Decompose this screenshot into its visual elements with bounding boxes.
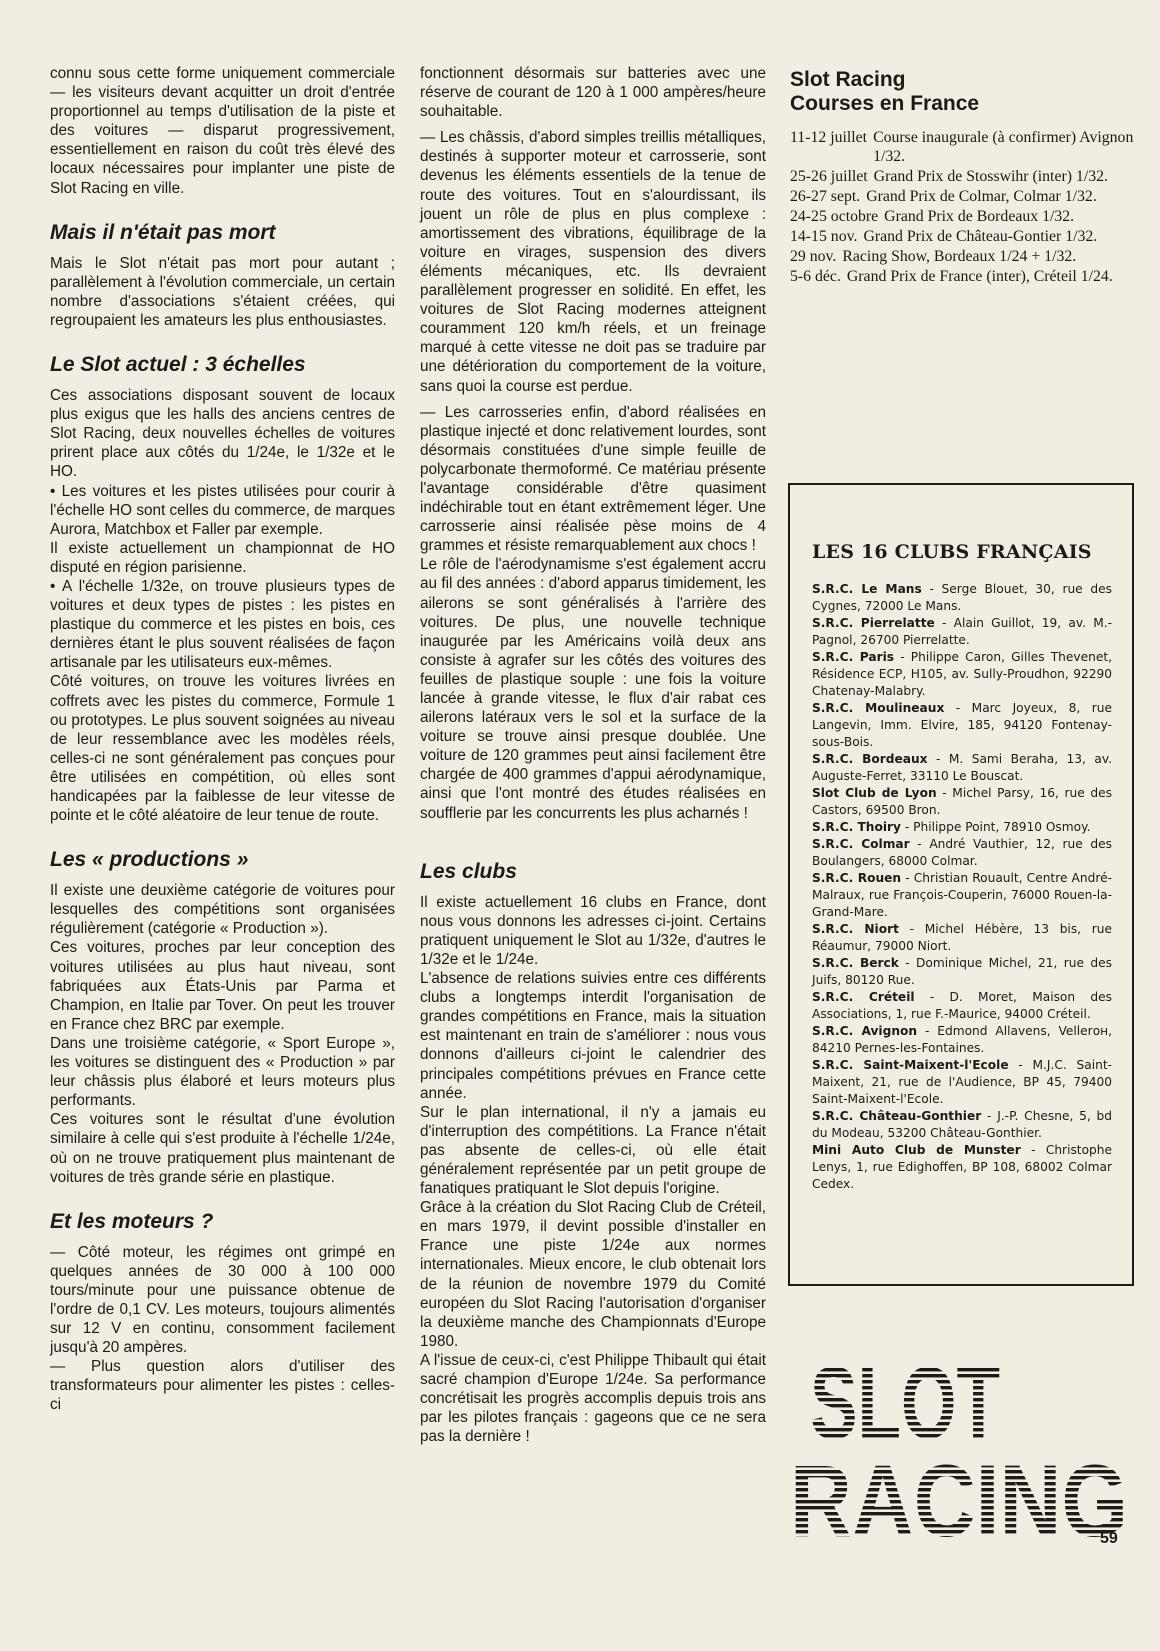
club-name: S.R.C. Berck (812, 956, 899, 970)
club-name: S.R.C. Pierrelatte (812, 616, 935, 630)
club-entry (812, 819, 1112, 836)
article-column-2 (420, 64, 766, 1446)
event-text: Grand Prix de France (inter), Créteil 1/24. (846, 268, 1113, 285)
event-date: 24-25 octobre (790, 208, 879, 225)
calendar-title-line1: Slot Racing (790, 68, 906, 91)
section-heading: Les clubs (420, 859, 517, 883)
logo-line-2: RACING (790, 1444, 1128, 1540)
club-entry (812, 751, 1112, 785)
clubs-title: LES 16 CLUBS FRANÇAIS (812, 541, 1092, 563)
club-address: - Michel Parsy, 16, rue des Castors, 69500 Bron. (812, 786, 1112, 817)
club-name: S.R.C. Rouen (812, 871, 902, 885)
club-address: - Philippe Caron, Gilles Thevenet, Résidence ECP, H105, av. Sully-Proudhon, 92290 Chatenay-Malabry. (812, 650, 1112, 698)
calendar-event (790, 207, 1135, 226)
club-address: - André Vauthier, 12, rue des Boulangers, 68000 Colmar. (812, 837, 1112, 868)
club-name: S.R.C. Colmar (812, 837, 910, 851)
club-address: - Dominique Michel, 21, rue des Juifs, 80120 Rue. (812, 956, 1112, 987)
paragraph: Il existe actuellement 16 clubs en France, dont nous vous donnons les adresses ci-joint. Certains pratiquent uniquement le Slot au 1/32e, d'autres le 1/32e et le 1/24e. (420, 893, 766, 968)
section-heading: Mais il n'était pas mort (50, 220, 276, 244)
calendar-title (790, 68, 1135, 116)
paragraph: Ces voitures sont le résultat d'une évolution similaire à celle qui s'est produite à l'échelle 1/24e, où on ne trouve pratiquement plus maintenant de voitures de très grande série en plastique. (50, 1111, 395, 1186)
calendar-event (790, 267, 1135, 286)
club-entry (812, 581, 1112, 615)
club-name: S.R.C. Créteil (812, 990, 915, 1004)
paragraph: Sur le plan international, il n'y a jamais eu d'interruption des compétitions. La France n'était pas absente de celles-ci, où elle était généralement représentée par un petit groupe de fanatiques pratiquant le Slot depuis l'origine. (420, 1103, 766, 1198)
paragraph: — Les carrosseries enfin, d'abord réalisées en plastique injecté et donc relativement lourdes, sont désormais constituées d'une simple feuille de polycarbonate thermoformé. Ce matériau présente l'avantage considérable d'être quasiment indéchirable tout en étant extrêmement léger. Une carrosserie ainsi réalisée pèse moins de 4 grammes et résiste remarquablement aux chocs ! (420, 403, 766, 555)
club-entry (812, 649, 1112, 700)
club-address: - M.J.C. Saint-Maixent, 21, rue de l'Audience, BP 45, 79400 Saint-Maixent-l'Ecole. (812, 1058, 1112, 1106)
event-date: 29 nov. (790, 248, 837, 265)
paragraph: Côté voitures, on trouve les voitures livrées en coffrets avec les pistes du commerce, Formule 1 ou prototypes. Le plus souvent soignées au niveau de leur ressemblance avec les modèles réels, celles-ci ne sont généralement pas conçues pour être utilisées en compétition, où elles sont handicapées par la faiblesse de leur vitesse de pointe et le côté aléatoire de leur tenue de route. (50, 673, 395, 825)
club-name: S.R.C. Moulineaux (812, 701, 945, 715)
paragraph: L'absence de relations suivies entre ces différents clubs a longtemps interdit l'organisation de grandes compétitions en France, mais la situation est maintenant en train de s'améliorer : nous vous donnons d'ailleurs ci-joint le calendrier des principales compétitions prévues en France cette année. (420, 970, 766, 1102)
club-name: S.R.C. Avignon (812, 1024, 918, 1038)
club-name: Slot Club de Lyon (812, 786, 937, 800)
event-date: 25-26 juillet (790, 168, 868, 185)
paragraph: fonctionnent désormais sur batteries avec une réserve de courant de 120 à 1 000 ampères/heure souhaitable. (420, 65, 766, 121)
club-address: - D. Moret, Maison des Associations, 1, rue F.-Maurice, 94000 Créteil. (812, 990, 1112, 1021)
paragraph: • Les voitures et les pistes utilisées pour courir à l'échelle HO sont celles du commerce, de marques Aurora, Matchbox et Faller par exemple. (50, 482, 395, 538)
event-text: Grand Prix de Bordeaux 1/32. (884, 208, 1075, 225)
article-column-1 (50, 64, 395, 1415)
paragraph: A l'issue de ceux-ci, c'est Philippe Thibault qui était sacré champion d'Europe 1/24e. Sa performance concrétisait les progrès accomplis depuis trois ans par les pilotes français : gageons que ce ne sera pas la dernière ! (420, 1351, 766, 1446)
event-date: 14-15 nov. (790, 228, 858, 245)
paragraph: Dans une troisième catégorie, « Sport Europe », les voitures se distinguent des « Production » par leur châssis plus élaboré et leurs moteurs plus performants. (50, 1034, 395, 1110)
club-entry (812, 1142, 1112, 1193)
club-entry (812, 615, 1112, 649)
club-name: Mini Auto Club de Munster (812, 1143, 1021, 1157)
club-entry (812, 836, 1112, 870)
paragraph: Ces associations disposant souvent de locaux plus exigus que les halls des anciens centres de Slot Racing, deux nouvelles échelles de voitures prirent place aux côtés du 1/24e, le 1/32e et le HO. (50, 387, 395, 481)
event-text: Grand Prix de Stosswihr (inter) 1/32. (873, 168, 1108, 185)
paragraph: Ces voitures, proches par leur conception des voitures utilisées au plus haut niveau, sont fabriquées aux États-Unis par Parma et Champion, en Italie par Tover. On peut les trouver en France chez BRC par exemple. (50, 939, 395, 1033)
paragraph: — Côté moteur, les régimes ont grimpé en quelques années de 30 000 à 100 000 tours/minute pour une puissance obtenue de l'ordre de 0,1 CV. Les moteurs, toujours alimentés sur 12 V en continu, consomment facilement jusqu'à 20 ampères. (50, 1243, 395, 1357)
section-heading: Les « productions » (50, 848, 249, 872)
logo-line-1: SLOT (810, 1350, 1000, 1460)
paragraph: Il existe une deuxième catégorie de voitures pour lesquelles des compétitions sont organisées régulièrement (catégorie « Production »). (50, 882, 395, 938)
club-name: S.R.C. Bordeaux (812, 752, 928, 766)
calendar-event (790, 187, 1135, 206)
paragraph: connu sous cette forme uniquement commerciale — les visiteurs devant acquitter un droit d'entrée proportionnel au temps d'utilisation de la piste et des voitures — disparut progressivement, essentiellement en raison du coût très élevé des locaux nécessaires pour implanter une piste de Slot Racing en ville. (50, 65, 395, 197)
club-entry (812, 1023, 1112, 1057)
club-entry (812, 700, 1112, 751)
club-name: S.R.C. Niort (812, 922, 899, 936)
calendar-event (790, 167, 1135, 186)
paragraph: Le rôle de l'aérodynamisme s'est également accru au fil des années : d'abord apparus timidement, les ailerons se sont généralisés à l'arrière des voitures. De plus, une nouvelle technique inaugurée par les Américains voilà deux ans consiste à agrafer sur les côtés des voitures des feuilles de plastique souple : une fois la voiture lancée à grande vitesse, le flux d'air rabat ces ailerons latéraux vers le sol et la surface de la voiture se trouve ainsi presque doublée. Une voiture de 120 grammes peut ainsi facilement être chargée de 400 grammes d'appui aérodynamique, ainsi que l'ont montré des études réalisées en soufflerie par les concurrents les plus acharnés ! (420, 556, 766, 822)
club-entry (812, 1057, 1112, 1108)
section-heading: Le Slot actuel : 3 échelles (50, 353, 306, 377)
calendar-title-line2: Courses en France (790, 92, 980, 115)
event-text: Grand Prix de Château-Gontier 1/32. (863, 228, 1098, 245)
club-entry (812, 989, 1112, 1023)
club-address: - Marc Joyeux, 8, rue Langevin, Imm. Elvire, 185, 94120 Fontenay-sous-Bois. (812, 701, 1112, 749)
club-address: - Serge Blouet, 30, rue des Cygnes, 72000 Le Mans. (812, 582, 1112, 613)
club-address: - M. Sami Beraha, 13, av. Auguste-Ferret, 33110 Le Bouscat. (812, 752, 1113, 783)
paragraph: Grâce à la création du Slot Racing Club de Créteil, en mars 1979, il devint possible d'installer en France une piste 1/24e aux normes internationales. Mieux encore, le club obtenait lors de la réunion de novembre 1979 du Comité européen du Slot Racing l'autorisation d'organiser la deuxième manche des Championnats d'Europe 1980. (420, 1199, 766, 1350)
event-text: Grand Prix de Colmar, Colmar 1/32. (866, 188, 1097, 205)
page-number: 59 (1100, 1530, 1118, 1547)
club-name: S.R.C. Thoiry (812, 820, 901, 834)
section-heading: Et les moteurs ? (50, 1209, 214, 1233)
club-address: - Michel Hébère, 13 bis, rue Réaumur, 79000 Niort. (812, 922, 1113, 953)
club-name: S.R.C. Saint-Maixent-l'Ecole (812, 1058, 1009, 1072)
club-address: - Edmond Allavens, Vellerон, 84210 Pernes-les-Fontaines. (812, 1024, 1112, 1055)
paragraph: Mais le Slot n'était pas mort pour autant ; parallèlement à l'évolution commerciale, un certain nombre d'associations s'étaient créées, qui regroupaient les amateurs les plus enthousiastes. (50, 254, 395, 329)
club-address: - Alain Guillot, 19, av. M.-Pagnol, 26700 Pierrelatte. (812, 616, 1112, 647)
club-name: S.R.C. Le Mans (812, 582, 922, 596)
club-address: - J.-P. Chesne, 5, bd du Modeau, 53200 Château-Gonthier. (812, 1109, 1112, 1140)
club-address: - Christian Rouault, Centre André-Malraux, rue François-Couperin, 76000 Rouen-la-Grand-Mare. (812, 871, 1112, 919)
paragraph: Il existe actuellement un championnat de HO disputé en région parisienne. (50, 539, 395, 576)
slot-racing-logo (790, 1350, 1130, 1540)
club-name: S.R.C. Château-Gonthier (812, 1109, 982, 1123)
club-address: - Christophe Lenys, 1, rue Edighoffen, BP 108, 68002 Colmar Cedex. (812, 1143, 1112, 1191)
club-entry (812, 921, 1112, 955)
paragraph: — Les châssis, d'abord simples treillis métalliques, destinés à supporter moteur et carrosserie, sont devenus les éléments essentiels de la tenue de route des voitures. Tout en s'alourdissant, ils jouent un rôle de plus en plus complexe : amortissement des vibrations, équilibrage de la voiture en virages, suspension des divers éléments mécaniques, etc. Ils devraient parallèlement progresser en solidité. En effet, les voitures de Slot Racing modernes atteignent couramment 120 km/h réels, et un freinage marqué à cette vitesse ne doit pas se traduire par une détérioration du comportement de la voiture, sans quoi la course est perdue. (420, 129, 766, 395)
paragraph: • A l'échelle 1/32e, on trouve plusieurs types de voitures et deux types de pistes : les pistes en plastique du commerce et les pistes en bois, ces dernières étant le plus souvent réalisées de façon artisanale par les utilisateurs eux-mêmes. (50, 577, 395, 672)
event-date: 11-12 juillet (790, 129, 868, 146)
event-text: Course inaugurale (à confirmer) Avignon 1/32. (873, 129, 1134, 165)
calendar-event (790, 227, 1135, 246)
clubs-box (788, 483, 1134, 1286)
club-address: - Philippe Point, 78910 Osmoy. (900, 820, 1091, 834)
club-entry (812, 785, 1112, 819)
race-calendar (790, 64, 1135, 287)
event-date: 5-6 déc. (790, 268, 841, 285)
event-date: 26-27 sept. (790, 188, 861, 205)
club-entry (812, 870, 1112, 921)
paragraph: — Plus question alors d'utiliser des transformateurs pour alimenter les pistes : celles-ci (50, 1358, 395, 1414)
calendar-event (790, 128, 1135, 166)
calendar-event (790, 247, 1135, 266)
event-text: Racing Show, Bordeaux 1/24 + 1/32. (842, 248, 1077, 265)
club-name: S.R.C. Paris (812, 650, 895, 664)
club-entry (812, 1108, 1112, 1142)
club-entry (812, 955, 1112, 989)
